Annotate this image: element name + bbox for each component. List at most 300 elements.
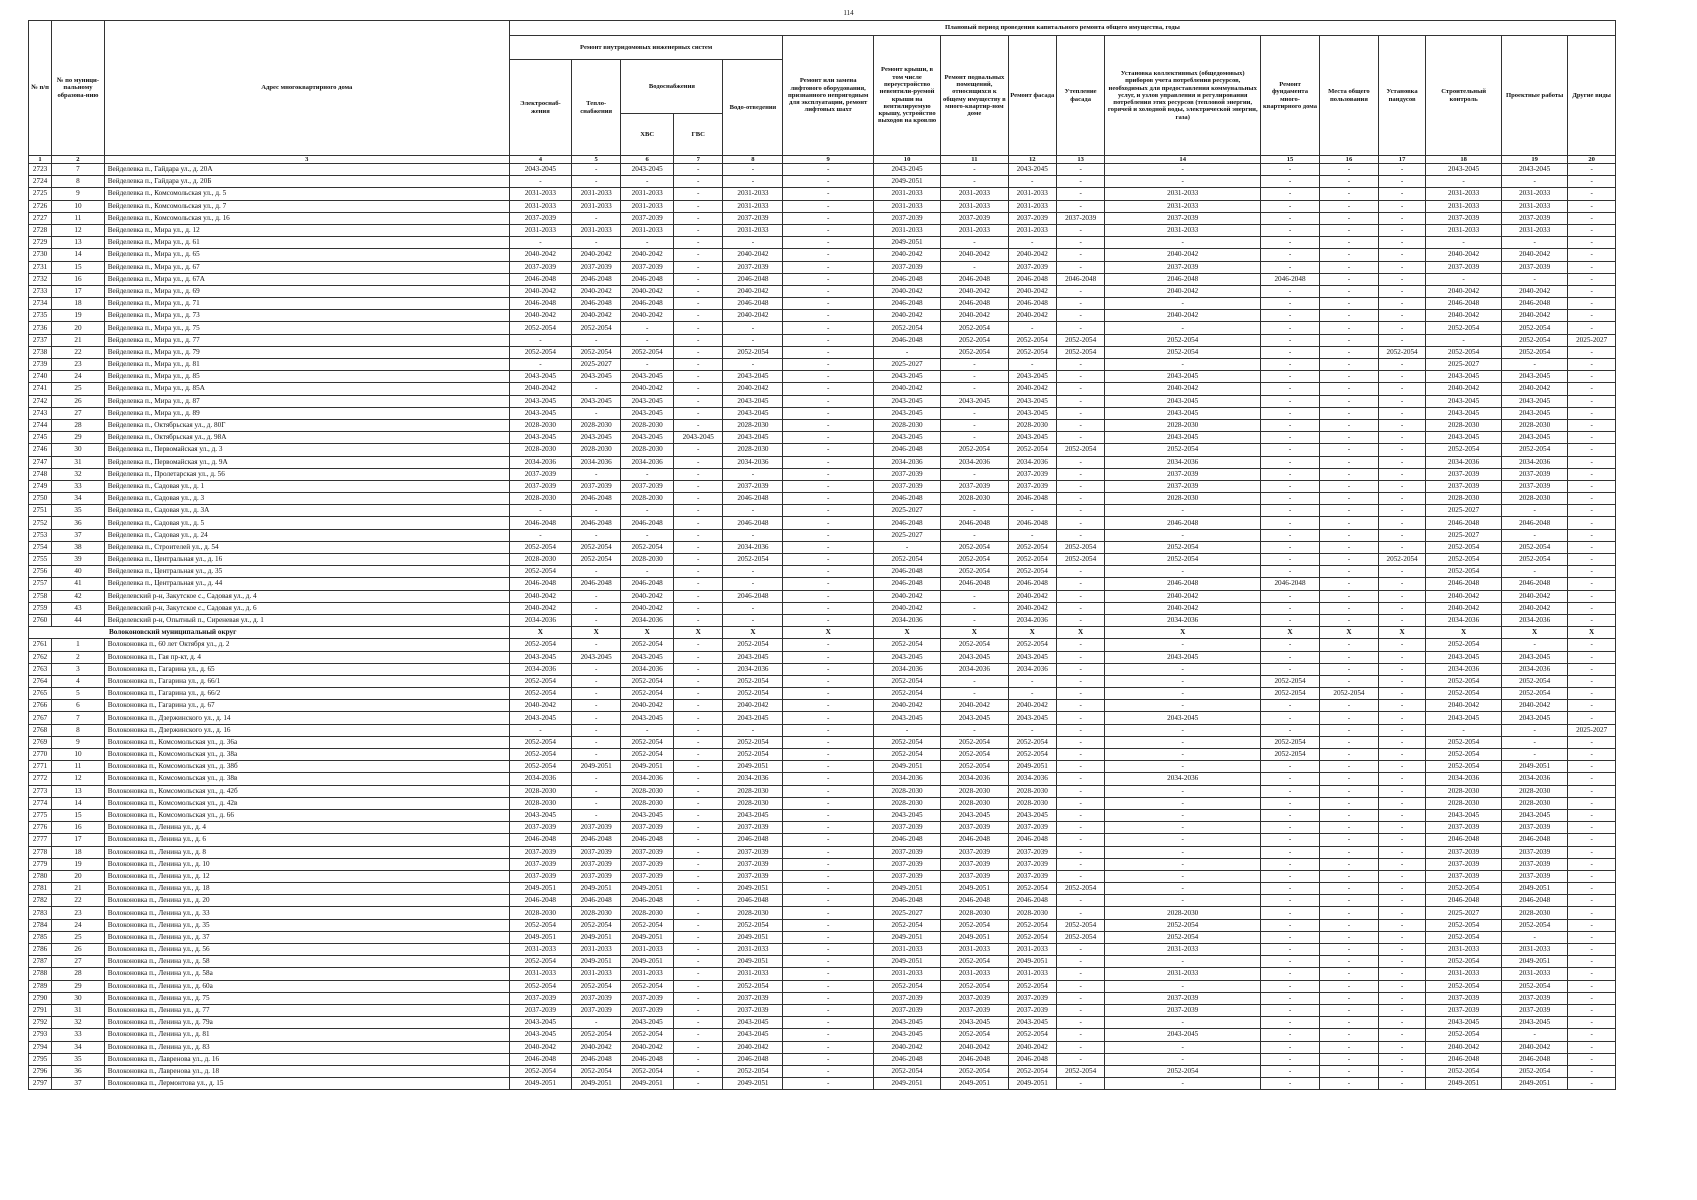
cell-hvs: 2043-2045 bbox=[621, 432, 674, 444]
cell-construction-control: 2052-2054 bbox=[1426, 554, 1502, 566]
cell-construction-control: 2037-2039 bbox=[1426, 468, 1502, 480]
cell-ramps: - bbox=[1378, 285, 1425, 297]
cell-sewage: 2049-2051 bbox=[723, 1078, 783, 1090]
cell-ramps: - bbox=[1378, 712, 1425, 724]
cell-sewage: 2043-2045 bbox=[723, 432, 783, 444]
cell-heat: 2037-2039 bbox=[571, 846, 620, 858]
cell-common-places: - bbox=[1319, 700, 1378, 712]
cell-address: Вейделевка п., Центральная ул., д. 16 bbox=[104, 554, 509, 566]
cell-roof: 2049-2051 bbox=[873, 956, 940, 968]
cell-common-places: - bbox=[1319, 249, 1378, 261]
cell-construction-control: 2028-2030 bbox=[1426, 493, 1502, 505]
cell-common-places: - bbox=[1319, 931, 1378, 943]
cell-lift: - bbox=[783, 468, 873, 480]
cell-sewage: 2049-2051 bbox=[723, 883, 783, 895]
cell-facade-insulation: - bbox=[1056, 249, 1104, 261]
cell-electro: 2040-2042 bbox=[509, 383, 571, 395]
cell-meters: 2040-2042 bbox=[1105, 602, 1261, 614]
cell-meters: 2040-2042 bbox=[1105, 590, 1261, 602]
cell-facade: 2046-2048 bbox=[1008, 493, 1056, 505]
cell-construction-control: 2043-2045 bbox=[1426, 395, 1502, 407]
cell-facade: 2052-2054 bbox=[1008, 346, 1056, 358]
col-header-planned-period: Плановый период проведения капитального ремонта общего имущества, годы bbox=[509, 21, 1615, 36]
cell-mun-num: 1 bbox=[52, 639, 105, 651]
cell-row-num: 2786 bbox=[29, 944, 52, 956]
cell-facade: 2043-2045 bbox=[1008, 1017, 1056, 1029]
cell-foundation: - bbox=[1261, 931, 1320, 943]
cell-construction-control: 2025-2027 bbox=[1426, 529, 1502, 541]
cell-roof: 2052-2054 bbox=[873, 1065, 940, 1077]
cell-row-num: 2749 bbox=[29, 480, 52, 492]
cell-address: Вейделевка п., Мира ул., д. 85 bbox=[104, 371, 509, 383]
cell-facade: 2034-2036 bbox=[1008, 773, 1056, 785]
cell-facade-insulation: - bbox=[1056, 675, 1104, 687]
table-row bbox=[29, 749, 1616, 761]
cell-facade: 2034-2036 bbox=[1008, 456, 1056, 468]
cell-facade: 2046-2048 bbox=[1008, 298, 1056, 310]
cell-hvs: 2043-2045 bbox=[621, 395, 674, 407]
cell-hvs: 2028-2030 bbox=[621, 554, 674, 566]
cell-facade: - bbox=[1008, 359, 1056, 371]
cell-heat: 2034-2036 bbox=[571, 456, 620, 468]
cell-roof: 2031-2033 bbox=[873, 188, 940, 200]
cell-lift: - bbox=[783, 895, 873, 907]
table-row bbox=[29, 493, 1616, 505]
cell-meters: - bbox=[1105, 688, 1261, 700]
cell-facade: 2052-2054 bbox=[1008, 736, 1056, 748]
table-row bbox=[29, 712, 1616, 724]
cell-ramps: - bbox=[1378, 359, 1425, 371]
table-row bbox=[29, 468, 1616, 480]
table-row bbox=[29, 773, 1616, 785]
cell-construction-control: 2037-2039 bbox=[1426, 858, 1502, 870]
cell-common-places: - bbox=[1319, 566, 1378, 578]
cell-heat: 2049-2051 bbox=[571, 956, 620, 968]
cell-basement: - bbox=[941, 261, 1008, 273]
cell-design: 2040-2042 bbox=[1502, 383, 1568, 395]
cell-other: - bbox=[1568, 1065, 1616, 1077]
cell-gvs: - bbox=[674, 907, 723, 919]
cell-meters: 2046-2048 bbox=[1105, 517, 1261, 529]
table-row bbox=[29, 517, 1616, 529]
cell-basement: - bbox=[941, 614, 1008, 626]
cell-sewage: - bbox=[723, 468, 783, 480]
cell-row-num: 2744 bbox=[29, 419, 52, 431]
cell-roof: 2049-2051 bbox=[873, 931, 940, 943]
cell-design: 2028-2030 bbox=[1502, 493, 1568, 505]
cell-row-num: 2778 bbox=[29, 846, 52, 858]
cell-roof: 2043-2045 bbox=[873, 651, 940, 663]
cell-design: - bbox=[1502, 736, 1568, 748]
cell-address: Волоконовка п., Гая пр-кт, д. 4 bbox=[104, 651, 509, 663]
cell-facade-insulation: - bbox=[1056, 1004, 1104, 1016]
cell-lift: - bbox=[783, 834, 873, 846]
cell-roof: 2031-2033 bbox=[873, 944, 940, 956]
cell-meters: 2040-2042 bbox=[1105, 310, 1261, 322]
cell-electro: 2028-2030 bbox=[509, 797, 571, 809]
cell-facade-insulation: 2052-2054 bbox=[1056, 554, 1104, 566]
cell-gvs: - bbox=[674, 249, 723, 261]
cell-electro: 2046-2048 bbox=[509, 298, 571, 310]
cell-address: Вейделевка п., Мира ул., д. 89 bbox=[104, 407, 509, 419]
cell-foundation: - bbox=[1261, 200, 1320, 212]
cell-meters: 2040-2042 bbox=[1105, 285, 1261, 297]
cell-gvs: - bbox=[674, 639, 723, 651]
cell-foundation: - bbox=[1261, 456, 1320, 468]
cell-ramps: - bbox=[1378, 273, 1425, 285]
table-row bbox=[29, 383, 1616, 395]
cell-common-places: - bbox=[1319, 346, 1378, 358]
column-number: 9 bbox=[783, 156, 873, 164]
cell-design: - bbox=[1502, 273, 1568, 285]
cell-common-places: - bbox=[1319, 480, 1378, 492]
cell-hvs: 2052-2054 bbox=[621, 1029, 674, 1041]
cell-mun-num: 12 bbox=[52, 224, 105, 236]
cell-gvs: - bbox=[674, 944, 723, 956]
cell-construction-control: 2046-2048 bbox=[1426, 298, 1502, 310]
cell-other: - bbox=[1568, 541, 1616, 553]
cell-ramps: - bbox=[1378, 614, 1425, 626]
cell-basement: 2031-2033 bbox=[941, 188, 1008, 200]
cell-meters: 2031-2033 bbox=[1105, 968, 1261, 980]
cell-address: Вейделевка п., Садовая ул., д. 3А bbox=[104, 505, 509, 517]
cell-address: Волоконовка п., Комсомольская ул., д. 36а bbox=[104, 736, 509, 748]
cell-mun-num: 15 bbox=[52, 809, 105, 821]
cell-foundation: - bbox=[1261, 249, 1320, 261]
cell-address: Вейделевка п., Садовая ул., д. 5 bbox=[104, 517, 509, 529]
cell-lift: - bbox=[783, 566, 873, 578]
col-header-other: Другие виды bbox=[1568, 36, 1616, 156]
cell-row-num: 2768 bbox=[29, 724, 52, 736]
cell-row-num: 2785 bbox=[29, 931, 52, 943]
cell-other: - bbox=[1568, 602, 1616, 614]
cell-facade-insulation: 2052-2054 bbox=[1056, 444, 1104, 456]
cell-other: - bbox=[1568, 688, 1616, 700]
cell-heat: 2043-2045 bbox=[571, 432, 620, 444]
section-mark: X bbox=[783, 627, 873, 639]
cell-row-num: 2731 bbox=[29, 261, 52, 273]
cell-facade-insulation: 2052-2054 bbox=[1056, 931, 1104, 943]
cell-mun-num: 35 bbox=[52, 1053, 105, 1065]
cell-foundation: - bbox=[1261, 383, 1320, 395]
cell-hvs: 2049-2051 bbox=[621, 761, 674, 773]
cell-facade-insulation: - bbox=[1056, 809, 1104, 821]
cell-facade: 2043-2045 bbox=[1008, 651, 1056, 663]
cell-common-places: - bbox=[1319, 919, 1378, 931]
cell-design: 2049-2051 bbox=[1502, 1078, 1568, 1090]
cell-common-places: - bbox=[1319, 980, 1378, 992]
cell-hvs: 2034-2036 bbox=[621, 614, 674, 626]
cell-electro: 2052-2054 bbox=[509, 1065, 571, 1077]
cell-gvs: - bbox=[674, 200, 723, 212]
cell-foundation: - bbox=[1261, 651, 1320, 663]
cell-hvs: - bbox=[621, 505, 674, 517]
cell-heat: 2046-2048 bbox=[571, 1053, 620, 1065]
col-header-foundation: Ремонт фундамента много-квартирного дома bbox=[1261, 36, 1320, 156]
cell-design: 2040-2042 bbox=[1502, 249, 1568, 261]
cell-basement: 2043-2045 bbox=[941, 809, 1008, 821]
cell-common-places: - bbox=[1319, 1041, 1378, 1053]
cell-ramps: - bbox=[1378, 944, 1425, 956]
cell-sewage: 2040-2042 bbox=[723, 249, 783, 261]
cell-roof: 2037-2039 bbox=[873, 846, 940, 858]
cell-facade-insulation: - bbox=[1056, 1041, 1104, 1053]
cell-construction-control: 2052-2054 bbox=[1426, 883, 1502, 895]
cell-ramps: - bbox=[1378, 249, 1425, 261]
cell-facade: - bbox=[1008, 237, 1056, 249]
table-row bbox=[29, 822, 1616, 834]
cell-common-places: - bbox=[1319, 846, 1378, 858]
cell-other: - bbox=[1568, 931, 1616, 943]
cell-construction-control: 2040-2042 bbox=[1426, 602, 1502, 614]
cell-roof: 2049-2051 bbox=[873, 883, 940, 895]
cell-basement: 2046-2048 bbox=[941, 517, 1008, 529]
cell-hvs: 2028-2030 bbox=[621, 785, 674, 797]
cell-row-num: 2741 bbox=[29, 383, 52, 395]
cell-sewage: 2028-2030 bbox=[723, 907, 783, 919]
table-row bbox=[29, 797, 1616, 809]
cell-heat: 2043-2045 bbox=[571, 395, 620, 407]
table-row bbox=[29, 566, 1616, 578]
cell-gvs: - bbox=[674, 493, 723, 505]
cell-ramps: - bbox=[1378, 419, 1425, 431]
cell-heat: 2049-2051 bbox=[571, 1078, 620, 1090]
table-header bbox=[29, 21, 1616, 164]
cell-mun-num: 29 bbox=[52, 980, 105, 992]
cell-facade: 2046-2048 bbox=[1008, 578, 1056, 590]
cell-design: 2043-2045 bbox=[1502, 395, 1568, 407]
cell-facade: 2046-2048 bbox=[1008, 834, 1056, 846]
cell-heat: 2031-2033 bbox=[571, 944, 620, 956]
cell-hvs: 2037-2039 bbox=[621, 992, 674, 1004]
cell-heat: - bbox=[571, 164, 620, 176]
cell-common-places: - bbox=[1319, 359, 1378, 371]
cell-row-num: 2794 bbox=[29, 1041, 52, 1053]
cell-ramps: - bbox=[1378, 383, 1425, 395]
cell-common-places: - bbox=[1319, 298, 1378, 310]
cell-address: Вейделевка п., Мира ул., д. 61 bbox=[104, 237, 509, 249]
cell-basement: 2040-2042 bbox=[941, 700, 1008, 712]
cell-mun-num: 13 bbox=[52, 237, 105, 249]
cell-address: Вейделевка п., Мира ул., д. 81 bbox=[104, 359, 509, 371]
cell-construction-control: 2037-2039 bbox=[1426, 846, 1502, 858]
cell-electro: 2037-2039 bbox=[509, 858, 571, 870]
cell-facade: 2052-2054 bbox=[1008, 1065, 1056, 1077]
cell-heat: 2046-2048 bbox=[571, 834, 620, 846]
cell-sewage: 2046-2048 bbox=[723, 1053, 783, 1065]
cell-roof: 2034-2036 bbox=[873, 663, 940, 675]
cell-facade-insulation: - bbox=[1056, 298, 1104, 310]
cell-electro: 2028-2030 bbox=[509, 785, 571, 797]
cell-facade: 2037-2039 bbox=[1008, 1004, 1056, 1016]
cell-common-places: - bbox=[1319, 554, 1378, 566]
cell-design: - bbox=[1502, 566, 1568, 578]
cell-foundation: - bbox=[1261, 663, 1320, 675]
cell-facade: 2028-2030 bbox=[1008, 797, 1056, 809]
cell-row-num: 2733 bbox=[29, 285, 52, 297]
cell-construction-control: 2040-2042 bbox=[1426, 249, 1502, 261]
column-number: 5 bbox=[571, 156, 620, 164]
cell-meters: 2037-2039 bbox=[1105, 992, 1261, 1004]
table-row bbox=[29, 359, 1616, 371]
cell-lift: - bbox=[783, 712, 873, 724]
cell-construction-control: 2028-2030 bbox=[1426, 419, 1502, 431]
cell-roof: 2028-2030 bbox=[873, 785, 940, 797]
cell-design: 2040-2042 bbox=[1502, 700, 1568, 712]
cell-sewage: 2052-2054 bbox=[723, 736, 783, 748]
cell-mun-num: 32 bbox=[52, 1017, 105, 1029]
cell-ramps: - bbox=[1378, 883, 1425, 895]
cell-design: 2046-2048 bbox=[1502, 834, 1568, 846]
cell-design: 2046-2048 bbox=[1502, 298, 1568, 310]
cell-facade: 2037-2039 bbox=[1008, 870, 1056, 882]
section-mark: X bbox=[509, 627, 571, 639]
cell-sewage: 2037-2039 bbox=[723, 870, 783, 882]
cell-sewage: 2052-2054 bbox=[723, 980, 783, 992]
cell-other: - bbox=[1568, 1078, 1616, 1090]
cell-facade-insulation: - bbox=[1056, 261, 1104, 273]
cell-lift: - bbox=[783, 285, 873, 297]
cell-design: 2034-2036 bbox=[1502, 773, 1568, 785]
cell-sewage: - bbox=[723, 237, 783, 249]
cell-gvs: - bbox=[674, 359, 723, 371]
cell-lift: - bbox=[783, 1041, 873, 1053]
cell-electro: 2052-2054 bbox=[509, 688, 571, 700]
cell-facade: 2046-2048 bbox=[1008, 273, 1056, 285]
cell-basement: 2031-2033 bbox=[941, 224, 1008, 236]
cell-other: - bbox=[1568, 663, 1616, 675]
cell-electro: 2034-2036 bbox=[509, 614, 571, 626]
cell-facade-insulation: - bbox=[1056, 980, 1104, 992]
cell-row-num: 2760 bbox=[29, 614, 52, 626]
cell-lift: - bbox=[783, 846, 873, 858]
cell-basement: 2031-2033 bbox=[941, 944, 1008, 956]
cell-electro: 2040-2042 bbox=[509, 249, 571, 261]
cell-design: 2043-2045 bbox=[1502, 809, 1568, 821]
cell-lift: - bbox=[783, 188, 873, 200]
cell-lift: - bbox=[783, 346, 873, 358]
cell-row-num: 2742 bbox=[29, 395, 52, 407]
cell-facade-insulation: - bbox=[1056, 858, 1104, 870]
cell-hvs: - bbox=[621, 322, 674, 334]
cell-hvs: 2043-2045 bbox=[621, 809, 674, 821]
cell-row-num: 2766 bbox=[29, 700, 52, 712]
cell-facade-insulation: - bbox=[1056, 407, 1104, 419]
cell-facade: 2052-2054 bbox=[1008, 749, 1056, 761]
cell-lift: - bbox=[783, 749, 873, 761]
cell-design: 2052-2054 bbox=[1502, 688, 1568, 700]
cell-heat: - bbox=[571, 663, 620, 675]
cell-basement: - bbox=[941, 468, 1008, 480]
cell-hvs: 2040-2042 bbox=[621, 285, 674, 297]
col-header-address: Адрес многоквартирного дома bbox=[104, 21, 509, 156]
schedule-table-container bbox=[28, 20, 1616, 1090]
cell-mun-num: 31 bbox=[52, 456, 105, 468]
cell-facade: 2049-2051 bbox=[1008, 761, 1056, 773]
cell-common-places: - bbox=[1319, 224, 1378, 236]
cell-construction-control: 2052-2054 bbox=[1426, 322, 1502, 334]
cell-common-places: - bbox=[1319, 944, 1378, 956]
cell-address: Волоконовка п., Ленина ул., д. 33 bbox=[104, 907, 509, 919]
cell-electro: 2037-2039 bbox=[509, 480, 571, 492]
cell-common-places: - bbox=[1319, 956, 1378, 968]
cell-basement: 2052-2054 bbox=[941, 761, 1008, 773]
cell-row-num: 2759 bbox=[29, 602, 52, 614]
cell-common-places: - bbox=[1319, 273, 1378, 285]
cell-construction-control: 2025-2027 bbox=[1426, 907, 1502, 919]
cell-ramps: - bbox=[1378, 785, 1425, 797]
cell-electro: 2028-2030 bbox=[509, 419, 571, 431]
cell-hvs: 2052-2054 bbox=[621, 688, 674, 700]
cell-mun-num: 38 bbox=[52, 541, 105, 553]
cell-meters: 2034-2036 bbox=[1105, 456, 1261, 468]
cell-electro: 2028-2030 bbox=[509, 907, 571, 919]
cell-ramps: - bbox=[1378, 517, 1425, 529]
cell-construction-control: 2049-2051 bbox=[1426, 1078, 1502, 1090]
cell-common-places: - bbox=[1319, 968, 1378, 980]
cell-hvs: 2037-2039 bbox=[621, 212, 674, 224]
cell-meters: - bbox=[1105, 1053, 1261, 1065]
cell-address: Вейделевка п., Мира ул., д. 69 bbox=[104, 285, 509, 297]
cell-meters: 2037-2039 bbox=[1105, 480, 1261, 492]
cell-roof: 2031-2033 bbox=[873, 200, 940, 212]
cell-common-places: - bbox=[1319, 809, 1378, 821]
cell-mun-num: 3 bbox=[52, 663, 105, 675]
cell-electro: 2031-2033 bbox=[509, 224, 571, 236]
cell-row-num: 2757 bbox=[29, 578, 52, 590]
cell-roof: 2052-2054 bbox=[873, 919, 940, 931]
cell-other: - bbox=[1568, 968, 1616, 980]
cell-basement: 2037-2039 bbox=[941, 858, 1008, 870]
cell-mun-num: 44 bbox=[52, 614, 105, 626]
cell-facade-insulation: 2046-2048 bbox=[1056, 273, 1104, 285]
column-number: 10 bbox=[873, 156, 940, 164]
cell-construction-control: 2031-2033 bbox=[1426, 944, 1502, 956]
table-row bbox=[29, 809, 1616, 821]
cell-meters: - bbox=[1105, 675, 1261, 687]
cell-heat: - bbox=[571, 468, 620, 480]
cell-hvs: - bbox=[621, 724, 674, 736]
cell-facade-insulation: - bbox=[1056, 651, 1104, 663]
cell-facade-insulation: - bbox=[1056, 371, 1104, 383]
cell-heat: 2031-2033 bbox=[571, 224, 620, 236]
cell-gvs: - bbox=[674, 273, 723, 285]
cell-meters: 2037-2039 bbox=[1105, 468, 1261, 480]
cell-design: - bbox=[1502, 176, 1568, 188]
cell-other: - bbox=[1568, 822, 1616, 834]
cell-foundation: - bbox=[1261, 371, 1320, 383]
cell-foundation: - bbox=[1261, 285, 1320, 297]
cell-construction-control: 2037-2039 bbox=[1426, 480, 1502, 492]
cell-heat: 2052-2054 bbox=[571, 346, 620, 358]
cell-row-num: 2782 bbox=[29, 895, 52, 907]
cell-other: - bbox=[1568, 566, 1616, 578]
cell-meters: 2052-2054 bbox=[1105, 919, 1261, 931]
cell-basement: 2028-2030 bbox=[941, 785, 1008, 797]
cell-sewage: - bbox=[723, 176, 783, 188]
cell-lift: - bbox=[783, 444, 873, 456]
cell-basement: - bbox=[941, 371, 1008, 383]
cell-common-places: - bbox=[1319, 1004, 1378, 1016]
cell-roof: 2052-2054 bbox=[873, 688, 940, 700]
cell-facade: - bbox=[1008, 505, 1056, 517]
cell-facade-insulation: - bbox=[1056, 176, 1104, 188]
cell-hvs: - bbox=[621, 529, 674, 541]
col-header-roof: Ремонт крыши, в том числе переустройство невентили-руемой крыши на вентилируемую крышу, устройство выходов на кровлю bbox=[873, 36, 940, 156]
cell-lift: - bbox=[783, 517, 873, 529]
cell-heat: 2037-2039 bbox=[571, 870, 620, 882]
cell-row-num: 2796 bbox=[29, 1065, 52, 1077]
